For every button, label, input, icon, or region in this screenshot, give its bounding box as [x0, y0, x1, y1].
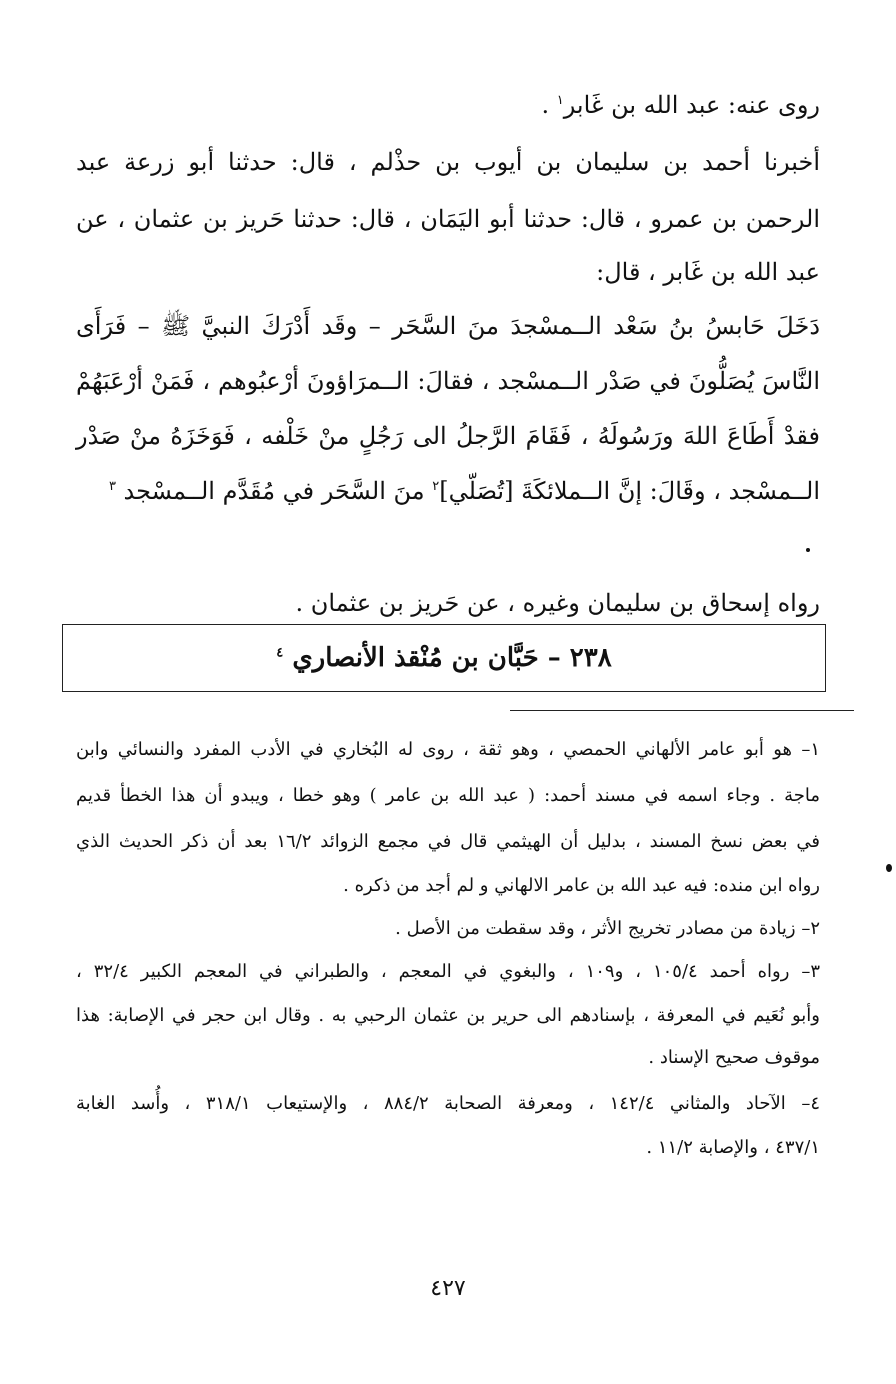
- footnote-separator: [510, 710, 854, 711]
- footnote-ref-1: ١: [556, 93, 564, 108]
- footnote-1-line-1: ١– هو أبو عامر الألهاني الحمصي ، وهو ثقة ، روى له البُخاري في الأدب المفرد والنسائي وابن: [76, 739, 820, 760]
- footnote-2-line-1: ٢– زيادة من مصادر تخريج الأثر ، وقد سقطت من الأصل .: [395, 918, 820, 939]
- margin-mark: [886, 864, 892, 872]
- full-stop-mark: [806, 548, 810, 552]
- footnote-1-line-4: رواه ابن منده: فيه عبد الله بن عامر الالهاني و لم أجد من ذكره .: [343, 875, 820, 896]
- matn-line-3: فقدْ أَطَاعَ اللهَ ورَسُولَهُ ، فَقَامَ الرَّجلُ الى رَجُلٍ منْ خَلْفه ، فَوَخَزَهُ منْ صَدْر: [76, 422, 820, 450]
- section-heading: [276, 643, 611, 673]
- isnad-line-2: الرحمن بن عمرو ، قال: حدثنا أبو اليَمَان ، قال: حدثنا حَريز بن عثمان ، عن: [76, 205, 820, 233]
- matn-line-4: [109, 474, 820, 508]
- narrator-tail: .: [541, 91, 557, 119]
- footnote-1-line-3: في بعض نسخ المسند ، بدليل أن الهيثمي قال في مجمع الزوائد ١٦/٢ بعد أن ذكر الحديث الذي: [76, 831, 820, 852]
- footnote-3-line-2: وأبو نُعَيم في المعرفة ، بإسنادهم الى حرير بن عثمان الرحبي به . وقال ابن حجر في الإصابة: هذا: [76, 1005, 820, 1026]
- footnote-1-line-2: ماجة . وجاء اسمه في مسند أحمد: ( عبد الله بن عامر ) وهو خطا ، ويبدو أن هذا الخطأ قديم: [76, 785, 820, 806]
- footnote-ref-2: ٢: [432, 479, 440, 494]
- footnote-ref-4: ٤: [276, 645, 284, 661]
- footnote-4-line-1: ٤– الآحاد والمثاني ١٤٢/٤ ، ومعرفة الصحابة ٨٨٤/٢ ، والإستيعاب ٣١٨/١ ، وأُسد الغابة: [76, 1093, 820, 1114]
- matn-line-2: النَّاسَ يُصَلُّونَ في صَدْر الــمسْجد ، فقالَ: الــمرَاؤونَ أرْعبُوهم ، فَمَنْ أرْعَبَهُمْ: [76, 367, 820, 395]
- page-number: ٤٢٧: [430, 1276, 466, 1301]
- matn-line-4-start: الــمسْجد ، وقَالَ: إنَّ الــملائكَةَ [تُصَلّي]: [439, 477, 820, 505]
- footnote-ref-3: ٣: [108, 479, 116, 494]
- section-heading-text: ٢٣٨ – حَبَّان بن مُنْقذ الأنصاري: [283, 643, 612, 673]
- footnote-3-line-3: موقوف صحيح الإسناد .: [648, 1047, 820, 1068]
- narrator-line: [541, 88, 820, 122]
- narrator-text: روى عنه: عبد الله بن غَابر: [563, 91, 820, 119]
- footnote-4-line-2: ٤٣٧/١ ، والإصابة ١١/٢ .: [646, 1137, 820, 1158]
- takhrij-line: رواه إسحاق بن سليمان وغيره ، عن حَريز بن عثمان .: [295, 589, 820, 617]
- footnote-3-line-1: ٣– رواه أحمد ١٠٥/٤ ، و١٠٩ ، والبغوي في المعجم ، والطبراني في المعجم الكبير ٣٢/٤ ،: [76, 961, 820, 982]
- matn-line-4-end: منَ السَّحَر في مُقَدَّم الــمسْجد: [115, 477, 433, 505]
- section-heading-box: [62, 624, 826, 692]
- isnad-line-1: أخبرنا أحمد بن سليمان بن أيوب بن حذْلم ، قال: حدثنا أبو زرعة عبد: [76, 148, 820, 176]
- isnad-line-3: عبد الله بن غَابر ، قال:: [596, 258, 820, 286]
- matn-line-1: دَخَلَ حَابسُ بنُ سَعْد الــمسْجدَ منَ السَّحَر – وقَد أَدْرَكَ النبيَّ ﷺ – فَرَأَى: [76, 312, 821, 340]
